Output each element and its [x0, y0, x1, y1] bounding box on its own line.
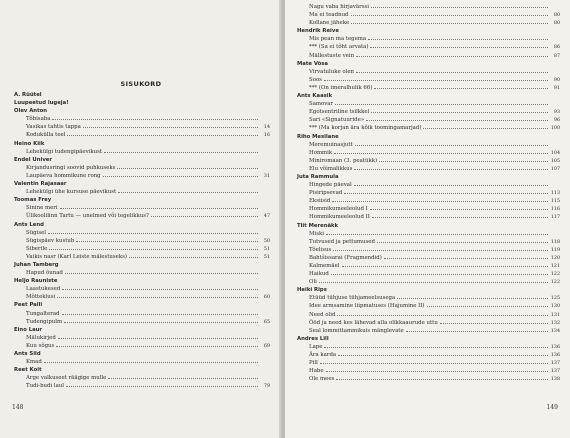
toc-poem-entry — [14, 211, 270, 219]
entry-page-number: 138 — [550, 377, 560, 383]
toc-author-entry — [14, 179, 270, 187]
entry-title: Kalmemäel — [309, 263, 340, 269]
dot-leader — [334, 148, 548, 154]
entry-page-number: 86 — [553, 45, 560, 51]
dot-leader — [117, 163, 258, 169]
dot-leader — [129, 252, 258, 258]
entry-page-number: 47 — [263, 214, 270, 220]
toc-poem-entry — [297, 253, 560, 261]
entry-title: Etüüd tühjuse tühjameelsusega — [309, 295, 396, 302]
entry-page-number: 136 — [550, 353, 560, 359]
toc-author-entry — [14, 106, 270, 114]
dot-leader — [331, 269, 548, 275]
toc-poem-entry — [14, 122, 270, 130]
left-page — [0, 0, 282, 438]
dot-leader — [397, 293, 548, 299]
entry-title: Ära karda — [309, 352, 337, 359]
dot-leader — [355, 140, 548, 146]
entry-title: Endel Univer — [14, 156, 52, 163]
entry-title: Hommikumeeleolud II — [309, 214, 370, 221]
entry-page-number: 93 — [553, 110, 560, 116]
entry-page-number: 80 — [553, 21, 560, 27]
dot-leader — [60, 203, 258, 209]
toc-poem-entry — [297, 148, 560, 156]
dot-leader — [56, 341, 258, 347]
entry-page-number: 14 — [263, 125, 270, 131]
dot-leader — [440, 318, 548, 324]
dot-leader — [371, 2, 548, 8]
toc-poem-entry — [297, 261, 560, 269]
entry-title: Heino Kiik — [14, 140, 45, 147]
entry-title: Egotsentriline tsilkkel — [309, 109, 370, 116]
entry-title: Kmad — [26, 359, 42, 366]
dot-leader — [344, 188, 548, 194]
dot-leader — [62, 284, 258, 290]
entry-title: Hommikumeeleolud I — [309, 206, 368, 213]
toc-author-entry — [14, 349, 270, 357]
entry-title: Need olid — [309, 311, 336, 318]
entry-title: *** (On imeralhulik 66) — [309, 84, 373, 91]
dot-leader — [406, 326, 548, 332]
entry-title: Elu võimalikkus — [309, 165, 353, 172]
entry-title: Peet Palli — [14, 302, 43, 309]
toc-list-right — [297, 2, 560, 382]
dot-leader — [356, 67, 548, 73]
entry-title: Habe — [309, 368, 324, 375]
entry-title: Eksiisid — [309, 198, 331, 205]
toc-poem-entry — [297, 140, 560, 148]
dot-leader — [326, 229, 548, 235]
dot-leader — [48, 228, 258, 234]
dot-leader — [83, 122, 258, 128]
toc-author-entry — [14, 90, 270, 98]
toc-author-entry — [297, 334, 560, 342]
toc-poem-entry — [14, 381, 270, 389]
entry-title: Tiit Merenäkk — [297, 222, 339, 229]
toc-author-entry — [297, 172, 560, 180]
toc-poem-entry — [297, 204, 560, 212]
entry-title: Seal lommittammikuis mänglevate — [309, 327, 404, 334]
entry-title: Samovar — [309, 101, 334, 108]
toc-poem-entry — [14, 171, 270, 179]
toc-poem-entry — [14, 203, 270, 211]
entry-title: Eino Laur — [14, 326, 43, 333]
dot-leader — [337, 310, 548, 316]
entry-title: Hapud õunad — [26, 270, 63, 277]
entry-title: Meremuinasjutt — [309, 141, 353, 148]
entry-title: Bahtšissarai (Fragmendid) — [309, 254, 382, 261]
dot-leader — [326, 366, 548, 372]
toc-poem-entry — [14, 341, 270, 349]
toc-poem-entry — [297, 310, 560, 318]
toc-poem-entry — [297, 99, 560, 107]
entry-page-number: 60 — [263, 295, 270, 301]
entry-title: Miski — [309, 230, 325, 237]
dot-leader — [76, 236, 258, 242]
dot-leader — [370, 42, 548, 48]
entry-page-number: 134 — [550, 328, 560, 334]
entry-title: Sari «Signatuuride» — [309, 117, 365, 124]
entry-title: Ma ei teadnud — [309, 12, 349, 19]
dot-leader — [58, 333, 258, 339]
entry-page-number: 51 — [263, 254, 270, 260]
toc-list-left — [14, 90, 270, 389]
dot-leader — [338, 350, 548, 356]
toc-author-entry — [14, 98, 270, 106]
toc-poem-entry — [297, 342, 560, 350]
dot-leader — [351, 18, 548, 24]
toc-poem-entry — [297, 18, 560, 26]
entry-page-number: 130 — [550, 304, 560, 310]
entry-page-number: 137 — [550, 361, 560, 367]
toc-poem-entry — [14, 292, 270, 300]
toc-poem-entry — [297, 318, 560, 326]
entry-title: Arge valkuseet räägige mulle — [26, 375, 107, 382]
entry-page-number: 69 — [263, 343, 270, 349]
toc-poem-entry — [297, 115, 560, 123]
entry-page-number: 125 — [550, 296, 560, 302]
dot-leader — [372, 212, 548, 218]
entry-page-number: 115 — [550, 199, 560, 205]
toc-poem-entry — [297, 269, 560, 277]
toc-author-entry — [297, 221, 560, 229]
entry-page-number: 117 — [550, 215, 560, 221]
dot-leader — [118, 187, 258, 193]
dot-leader — [49, 244, 258, 250]
dot-leader — [333, 245, 548, 251]
toc-poem-entry — [14, 284, 270, 292]
entry-title: Kodukülla teel — [26, 132, 66, 139]
dot-leader — [320, 358, 548, 364]
entry-title: Ants Kaasik — [297, 93, 333, 100]
dot-leader — [336, 374, 548, 380]
entry-title: *** (Sa ei tõht arvata) — [309, 44, 369, 51]
toc-author-entry — [297, 59, 560, 67]
dot-leader — [370, 204, 548, 210]
toc-poem-entry — [297, 34, 560, 42]
toc-poem-entry — [14, 163, 270, 171]
entry-title: Oli — [309, 279, 317, 286]
entry-title: Valentin Rajasaar — [14, 181, 67, 188]
entry-title: Idee armsamine liipmatuses (Hajumine II) — [309, 303, 425, 310]
page-number-left: 148 — [12, 404, 24, 411]
dot-leader — [335, 99, 548, 105]
dot-leader — [52, 114, 258, 120]
entry-title: Ülikoolilinn Tartu — unelmed või tegelikkus? — [26, 213, 149, 220]
dot-leader — [319, 277, 548, 283]
entry-title: Andres Lill — [297, 335, 329, 342]
toc-poem-entry — [14, 333, 270, 341]
entry-title: Kuu sõgus — [26, 342, 55, 349]
dot-leader — [356, 51, 548, 57]
toc-poem-entry — [14, 147, 270, 155]
entry-title: Pill — [309, 360, 318, 367]
entry-page-number: 80 — [553, 13, 560, 19]
entry-page-number: 120 — [550, 255, 560, 261]
toc-poem-entry — [297, 212, 560, 220]
entry-title: Siberile — [26, 245, 48, 252]
dot-leader — [332, 196, 548, 202]
entry-title: Nagu vaba hirjavärssi — [309, 4, 369, 10]
entry-title: Lape — [309, 343, 323, 350]
dot-leader — [354, 164, 548, 170]
dot-leader — [423, 123, 548, 129]
dot-leader — [368, 34, 548, 40]
toc-poem-entry — [14, 252, 270, 260]
entry-page-number: 116 — [550, 207, 560, 213]
entry-title: Ants Sild — [14, 351, 41, 357]
page-number-right: 149 — [546, 404, 558, 411]
dot-leader — [103, 171, 258, 177]
entry-title: Mõtteklusi — [26, 294, 56, 301]
toc-poem-entry — [297, 180, 560, 188]
entry-title: Lehekülgi tudengipäevikust — [26, 148, 103, 155]
dot-leader — [44, 357, 258, 363]
toc-poem-entry — [14, 114, 270, 122]
entry-title: Hommik — [309, 149, 333, 156]
toc-poem-entry — [297, 83, 560, 91]
entry-page-number: 121 — [550, 264, 560, 269]
entry-page-number: 16 — [263, 133, 270, 139]
entry-title: Virvatuluke olen — [309, 68, 354, 75]
toc-poem-entry — [297, 196, 560, 204]
toc-poem-entry — [297, 229, 560, 237]
toc-author-entry — [14, 276, 270, 284]
toc-poem-entry — [14, 268, 270, 276]
entry-page-number: 137 — [550, 369, 560, 375]
entry-page-number: 107 — [550, 166, 560, 172]
toc-poem-entry — [297, 75, 560, 83]
entry-page-number: 90 — [553, 77, 560, 83]
entry-title: Kirjandusringi soovid puhkuseks — [26, 164, 116, 171]
toc-poem-entry — [297, 237, 560, 245]
entry-title: Tudengipulm — [26, 318, 63, 325]
page-title: SISUKORD — [120, 80, 162, 88]
entry-title: Sügispäev kustub — [26, 237, 75, 244]
entry-title: Pisiripsevad — [309, 190, 343, 197]
dot-leader — [62, 309, 258, 315]
entry-title: Hingede päeval — [309, 182, 352, 189]
dot-leader — [67, 130, 258, 136]
toc-poem-entry — [297, 350, 560, 358]
toc-poem-entry — [14, 309, 270, 317]
toc-poem-entry — [14, 130, 270, 138]
entry-title: Vasikas tahtis tappa — [26, 124, 81, 131]
dot-leader — [65, 268, 258, 274]
entry-title: Mis pean ma tegema — [309, 36, 367, 43]
dot-leader — [324, 75, 548, 81]
entry-title: Tudi-budi laul — [26, 383, 65, 390]
entry-title: Kollane jäheke — [309, 20, 350, 27]
toc-poem-entry — [297, 42, 560, 50]
entry-title: Miniromaan (3. peatükk) — [309, 157, 378, 164]
toc-author-entry — [14, 220, 270, 228]
toc-poem-entry — [297, 245, 560, 253]
dot-leader — [57, 292, 258, 298]
dot-leader — [64, 317, 258, 323]
dot-leader — [354, 180, 548, 186]
toc-author-entry — [14, 155, 270, 163]
entry-page-number: 136 — [550, 344, 560, 350]
entry-page-number: 122 — [550, 280, 560, 286]
entry-title: Tõelisus — [309, 246, 332, 253]
entry-title: Vaikis nasr (Karl Leiste mälestuseks) — [26, 253, 127, 260]
entry-title: Ants Lend — [14, 221, 44, 228]
dot-leader — [324, 342, 548, 348]
entry-title: Laastukesed — [26, 286, 61, 293]
toc-poem-entry — [297, 2, 560, 10]
dot-leader — [108, 373, 258, 379]
toc-author-entry — [14, 300, 270, 308]
entry-page-number: 51 — [263, 246, 270, 252]
toc-poem-entry — [297, 277, 560, 285]
entry-page-number: 105 — [550, 158, 560, 164]
dot-leader — [427, 301, 548, 307]
entry-title: Laupäeva hommikune rong — [26, 172, 101, 179]
entry-page-number: 100 — [550, 126, 560, 132]
toc-author-entry — [14, 195, 270, 203]
dot-leader — [366, 115, 548, 121]
entry-page-number: 65 — [263, 319, 270, 325]
dot-leader — [151, 211, 258, 217]
entry-page-number: 79 — [263, 384, 270, 390]
toc-poem-entry — [297, 293, 560, 301]
entry-title: Juta Rammula — [297, 173, 339, 180]
toc-poem-entry — [297, 164, 560, 172]
toc-author-entry — [14, 365, 270, 373]
dot-leader — [104, 147, 258, 153]
entry-page-number: 113 — [550, 191, 560, 197]
entry-title: Mate Võsa — [297, 60, 328, 67]
entry-page-number: 31 — [263, 173, 270, 179]
toc-poem-entry — [297, 156, 560, 164]
toc-author-entry — [297, 91, 560, 99]
entry-title: Soos — [309, 76, 322, 83]
entry-title: Ole mees — [309, 376, 335, 383]
entry-title: Luupeetud lugeja! — [14, 100, 69, 107]
entry-page-number: 91 — [553, 85, 560, 91]
toc-poem-entry — [14, 244, 270, 252]
toc-author-entry — [297, 285, 560, 293]
entry-page-number: 119 — [550, 247, 560, 253]
dot-leader — [371, 107, 548, 113]
dot-leader — [374, 83, 548, 89]
toc-poem-entry — [297, 358, 560, 366]
toc-poem-entry — [14, 236, 270, 244]
toc-author-entry — [297, 26, 560, 34]
toc-poem-entry — [297, 67, 560, 75]
entry-title: Hendrik Reive — [297, 28, 339, 35]
entry-page-number: 96 — [553, 118, 560, 124]
entry-title: Toomas Frey — [14, 197, 52, 204]
entry-page-number: 104 — [550, 150, 560, 156]
toc-author-entry — [297, 132, 560, 140]
entry-title: Heljo Rauniste — [14, 278, 58, 285]
entry-title: Sinine meri — [26, 205, 58, 212]
entry-title: Tõbisaba — [26, 116, 51, 123]
toc-poem-entry — [297, 188, 560, 196]
dot-leader — [384, 253, 548, 259]
entry-title: Juhan Tamberg — [14, 261, 59, 268]
entry-page-number: 122 — [550, 272, 560, 278]
entry-title: Tutvused ja pettumused — [309, 238, 375, 245]
entry-title: Reet Koit — [14, 367, 42, 374]
toc-poem-entry — [297, 301, 560, 309]
dot-leader — [351, 10, 549, 16]
dot-leader — [342, 261, 548, 267]
toc-poem-entry — [14, 187, 270, 195]
entry-title: A. Rüütel — [14, 92, 42, 98]
toc-poem-entry — [14, 228, 270, 236]
toc-poem-entry — [297, 10, 560, 18]
toc-author-entry — [14, 260, 270, 268]
entry-title: Lehekülgi ühe kursuse päevikust — [26, 189, 117, 196]
toc-poem-entry — [297, 123, 560, 131]
entry-title: Riho Mesilane — [297, 133, 339, 140]
toc-poem-entry — [14, 373, 270, 381]
entry-title: *** (Ma korjan ära kõik toomingamarjad) — [309, 125, 422, 132]
entry-page-number: 131 — [550, 312, 560, 318]
toc-poem-entry — [297, 51, 560, 59]
toc-poem-entry — [297, 107, 560, 115]
toc-author-entry — [14, 139, 270, 147]
toc-poem-entry — [297, 374, 560, 382]
toc-poem-entry — [14, 357, 270, 365]
entry-title: Mälukirjed — [26, 334, 56, 341]
dot-leader — [379, 156, 548, 162]
entry-title: Sügisel — [26, 229, 47, 236]
entry-title: Mällestuste vein — [309, 52, 355, 59]
toc-author-entry — [14, 325, 270, 333]
dot-leader — [377, 237, 548, 243]
entry-title: Haikud — [309, 271, 329, 278]
dot-leader — [66, 381, 258, 387]
entry-title: Ööd ja need kes lähevad alla olikkaaurude uttu — [309, 319, 438, 326]
entry-page-number: 50 — [263, 238, 270, 244]
entry-page-number: 87 — [553, 53, 560, 59]
entry-page-number: 118 — [550, 239, 560, 245]
toc-poem-entry — [297, 366, 560, 374]
entry-page-number: 132 — [550, 320, 560, 326]
toc-poem-entry — [14, 317, 270, 325]
right-page — [285, 0, 570, 438]
toc-poem-entry — [297, 326, 560, 334]
entry-title: Heiki Rips — [297, 287, 327, 294]
entry-title: Tungalterad — [26, 310, 60, 317]
entry-title: Olev Anton — [14, 108, 48, 115]
